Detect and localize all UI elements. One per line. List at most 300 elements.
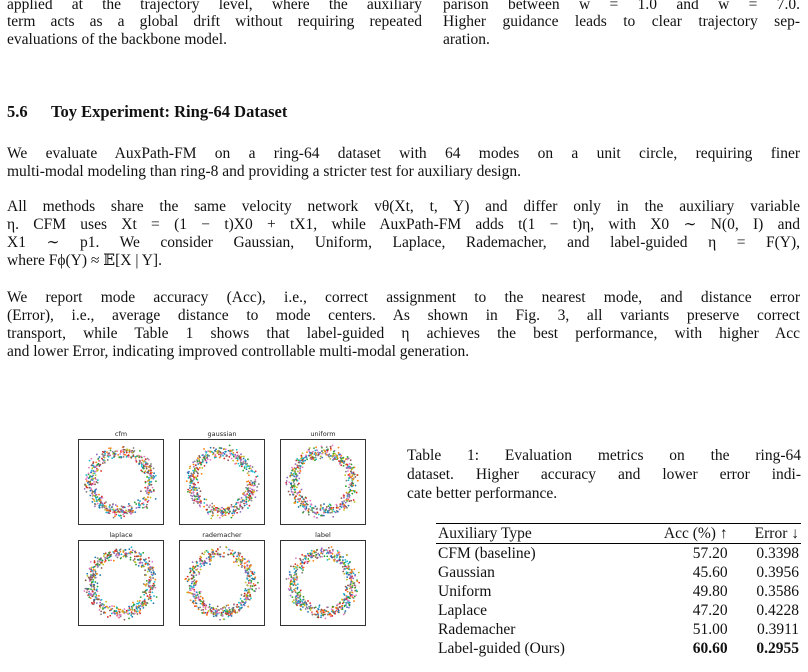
scatter-point xyxy=(313,551,315,553)
scatter-point xyxy=(198,572,200,574)
scatter-point xyxy=(311,555,313,557)
scatter-point xyxy=(239,554,241,556)
scatter-point xyxy=(286,480,288,482)
scatter-point xyxy=(321,612,323,614)
scatter-point xyxy=(152,577,154,579)
scatter-point xyxy=(299,499,301,501)
scatter-point xyxy=(145,458,147,460)
scatter-point xyxy=(199,560,201,562)
scatter-point xyxy=(197,594,199,596)
scatter-point xyxy=(110,559,112,561)
scatter-point xyxy=(131,508,133,510)
scatter-point xyxy=(192,561,194,563)
scatter-point xyxy=(238,565,240,567)
scatter-point xyxy=(231,458,233,460)
cell-type: Label-guided (Ours) xyxy=(438,640,565,657)
scatter-point xyxy=(150,467,152,469)
scatter-point xyxy=(148,585,150,587)
scatter-point xyxy=(297,587,299,589)
scatter-point xyxy=(193,464,195,466)
section-number: 5.6 xyxy=(7,102,28,121)
scatter-point xyxy=(342,602,344,604)
scatter-point xyxy=(195,488,197,490)
scatter-point xyxy=(120,511,122,513)
scatter-point xyxy=(342,571,344,573)
scatter-point xyxy=(124,507,126,509)
scatter-point xyxy=(147,458,149,460)
scatter-point xyxy=(137,499,139,501)
scatter-point xyxy=(303,603,305,605)
scatter-point xyxy=(249,495,251,497)
scatter-point xyxy=(223,508,225,510)
scatter-point xyxy=(316,508,318,510)
scatter-point xyxy=(146,487,148,489)
scatter-point xyxy=(97,469,99,471)
scatter-point xyxy=(85,579,87,581)
scatter-point xyxy=(193,466,195,468)
scatter-point xyxy=(145,462,147,464)
scatter-point xyxy=(251,500,253,502)
scatter-point xyxy=(202,598,204,600)
scatter-point xyxy=(91,468,93,470)
scatter-point xyxy=(344,568,346,570)
scatter-point xyxy=(309,560,311,562)
scatter-point xyxy=(137,610,139,612)
scatter-point xyxy=(119,551,121,553)
scatter-point xyxy=(90,561,92,563)
scatter-point xyxy=(111,605,113,607)
scatter-point xyxy=(286,477,288,479)
scatter-point xyxy=(350,490,352,492)
scatter-point xyxy=(346,576,348,578)
scatter-point xyxy=(142,498,144,500)
scatter-point xyxy=(255,496,257,498)
scatter-point xyxy=(245,498,247,500)
scatter-point xyxy=(246,466,248,468)
scatter-point xyxy=(201,609,203,611)
scatter-point xyxy=(222,455,224,457)
scatter-point xyxy=(241,556,243,558)
scatter-point xyxy=(117,454,119,456)
scatter-point xyxy=(152,487,154,489)
scatter-point xyxy=(332,507,334,509)
scatter-point xyxy=(213,505,215,507)
scatter-point xyxy=(300,604,302,606)
scatter-point xyxy=(215,611,217,613)
metrics-table xyxy=(436,523,801,658)
scatter-point xyxy=(246,594,248,596)
scatter-point xyxy=(101,496,103,498)
scatter-point xyxy=(191,583,193,585)
scatter-point xyxy=(323,614,325,616)
scatter-point xyxy=(92,579,94,581)
scatter-point xyxy=(329,613,331,615)
scatter-point xyxy=(234,609,236,611)
scatter-point xyxy=(206,456,208,458)
top-left-line-1: applied at the trajectory level, where the auxiliary xyxy=(7,0,422,13)
scatter-point xyxy=(236,460,238,462)
cell-error: 0.3911 xyxy=(756,621,799,638)
scatter-point xyxy=(223,448,225,450)
scatter-point xyxy=(331,608,333,610)
scatter-point xyxy=(291,470,293,472)
scatter-point xyxy=(236,512,238,514)
cell-error: 0.4228 xyxy=(756,602,799,619)
scatter-point xyxy=(290,482,292,484)
scatter-point xyxy=(289,475,291,477)
scatter-point xyxy=(300,589,302,591)
scatter-point xyxy=(138,606,140,608)
scatter-point xyxy=(256,486,258,488)
scatter-point xyxy=(339,508,341,510)
scatter-point xyxy=(123,550,125,552)
scatter-point xyxy=(194,579,196,581)
scatter-point xyxy=(336,456,338,458)
scatter-point xyxy=(233,604,235,606)
scatter-point xyxy=(235,455,237,457)
scatter-point xyxy=(252,466,254,468)
scatter-point xyxy=(342,460,344,462)
scatter-point xyxy=(250,468,252,470)
scatter-point xyxy=(100,504,102,506)
scatter-point xyxy=(221,612,223,614)
scatter-point xyxy=(235,560,237,562)
scatter-point xyxy=(340,464,342,466)
scatter-point xyxy=(122,609,124,611)
scatter-point xyxy=(193,472,195,474)
scatter-point xyxy=(115,550,117,552)
scatter-point xyxy=(248,474,250,476)
scatter-point xyxy=(237,499,239,501)
scatter-point xyxy=(346,459,348,461)
scatter-point xyxy=(200,490,202,492)
scatter-point xyxy=(315,458,317,460)
scatter-point xyxy=(148,477,150,479)
scatter-point xyxy=(98,595,100,597)
scatter-point xyxy=(155,475,157,477)
scatter-point xyxy=(309,555,311,557)
scatter-point xyxy=(307,611,309,613)
scatter-point xyxy=(193,586,195,588)
scatter-point xyxy=(293,566,295,568)
scatter-point xyxy=(199,498,201,500)
scatter-point xyxy=(150,571,152,573)
scatter-point xyxy=(245,503,247,505)
scatter-point xyxy=(330,447,332,449)
scatter-point xyxy=(105,560,107,562)
scatter-point xyxy=(87,482,89,484)
scatter-point xyxy=(326,451,328,453)
scatter-point xyxy=(294,579,296,581)
scatter-point xyxy=(336,553,338,555)
scatter-point xyxy=(315,453,317,455)
scatter-point xyxy=(146,476,148,478)
scatter-point xyxy=(139,450,141,452)
scatter-point xyxy=(104,509,106,511)
scatter-point xyxy=(202,563,204,565)
scatter-point xyxy=(305,456,307,458)
scatter-point xyxy=(150,596,152,598)
scatter-point xyxy=(241,594,243,596)
scatter-point xyxy=(141,606,143,608)
scatter-point xyxy=(244,563,246,565)
scatter-point xyxy=(136,603,138,605)
scatter-point xyxy=(150,484,152,486)
scatter-point xyxy=(97,557,99,559)
scatter-point xyxy=(250,480,252,482)
scatter-point xyxy=(300,559,302,561)
scatter-point xyxy=(330,555,332,557)
scatter-point xyxy=(251,471,253,473)
scatter-point xyxy=(219,619,221,621)
scatter-point xyxy=(325,618,327,620)
scatter-point xyxy=(83,590,85,592)
scatter-point xyxy=(212,514,214,516)
scatter-point xyxy=(108,559,110,561)
scatter-point xyxy=(239,465,241,467)
scatter-point xyxy=(312,560,314,562)
scatter-point xyxy=(124,454,126,456)
scatter-point xyxy=(307,558,309,560)
panel-title: uniform xyxy=(310,430,336,438)
scatter-point xyxy=(144,563,146,565)
scatter-point xyxy=(296,575,298,577)
scatter-point xyxy=(92,475,94,477)
scatter-point xyxy=(229,549,231,551)
scatter-point xyxy=(242,601,244,603)
scatter-plot xyxy=(280,439,366,525)
scatter-point xyxy=(102,454,104,456)
scatter-point xyxy=(343,509,345,511)
scatter-point xyxy=(255,588,257,590)
scatter-point xyxy=(200,464,202,466)
scatter-point xyxy=(205,606,207,608)
scatter-point xyxy=(131,607,133,609)
scatter-point xyxy=(148,557,150,559)
scatter-point xyxy=(225,451,227,453)
scatter-point xyxy=(312,614,314,616)
scatter-point xyxy=(115,555,117,557)
scatter-point xyxy=(337,550,339,552)
scatter-point xyxy=(249,482,251,484)
scatter-point xyxy=(135,503,137,505)
scatter-point xyxy=(91,570,93,572)
scatter-point xyxy=(313,516,315,518)
scatter-point xyxy=(193,601,195,603)
scatter-point xyxy=(197,565,199,567)
scatter-point xyxy=(118,617,120,619)
scatter-point xyxy=(356,474,358,476)
scatter-point xyxy=(94,503,96,505)
table-caption-line-1: Table 1: Evaluation metrics on the ring-64 xyxy=(407,447,801,464)
scatter-point xyxy=(150,588,152,590)
scatter-point xyxy=(99,564,101,566)
scatter-point xyxy=(154,579,156,581)
scatter-point xyxy=(197,463,199,465)
scatter-point xyxy=(240,501,242,503)
scatter-point xyxy=(351,472,353,474)
scatter-point xyxy=(295,463,297,465)
scatter-point xyxy=(200,569,202,571)
scatter-point xyxy=(94,483,96,485)
scatter-point xyxy=(317,451,319,453)
scatter-point xyxy=(194,476,196,478)
scatter-point xyxy=(197,496,199,498)
scatter-point xyxy=(96,590,98,592)
scatter-point xyxy=(139,562,141,564)
scatter-point xyxy=(318,609,320,611)
scatter-point xyxy=(134,456,136,458)
scatter-point xyxy=(354,587,356,589)
table-caption-line-2: dataset. Higher accuracy and lower error indi- xyxy=(407,466,801,483)
scatter-point xyxy=(250,587,252,589)
scatter-point xyxy=(217,552,219,554)
scatter-point xyxy=(299,461,301,463)
scatter-point xyxy=(346,606,348,608)
scatter-point xyxy=(107,459,109,461)
scatter-point xyxy=(353,499,355,501)
scatter-point xyxy=(343,497,345,499)
scatter-point xyxy=(338,610,340,612)
scatter-point xyxy=(223,606,225,608)
scatter-point xyxy=(151,567,153,569)
scatter-plot xyxy=(280,540,366,626)
scatter-point xyxy=(295,460,297,462)
scatter-point xyxy=(111,457,113,459)
scatter-point xyxy=(134,551,136,553)
scatter-point xyxy=(328,508,330,510)
scatter-point xyxy=(109,606,111,608)
scatter-point xyxy=(151,574,153,576)
scatter-point xyxy=(308,514,310,516)
scatter-point xyxy=(94,500,96,502)
scatter-point xyxy=(248,480,250,482)
scatter-point xyxy=(149,590,151,592)
scatter-point xyxy=(288,588,290,590)
scatter-point xyxy=(206,462,208,464)
scatter-point xyxy=(302,569,304,571)
scatter-point xyxy=(252,494,254,496)
scatter-point xyxy=(153,571,155,573)
scatter-point xyxy=(212,608,214,610)
scatter-point xyxy=(224,453,226,455)
scatter-point xyxy=(90,483,92,485)
scatter-point xyxy=(300,455,302,457)
scatter-point xyxy=(325,511,327,513)
scatter-point xyxy=(245,491,247,493)
scatter-point xyxy=(223,458,225,460)
para1-line-1: We evaluate AuxPath-FM on a ring-64 dataset with 64 modes on a unit circle, requiring finer xyxy=(7,145,800,162)
scatter-point xyxy=(315,446,317,448)
scatter-point xyxy=(301,458,303,460)
scatter-point xyxy=(345,485,347,487)
scatter-point xyxy=(118,514,120,516)
scatter-point xyxy=(214,450,216,452)
scatter-point xyxy=(330,446,332,448)
scatter-point xyxy=(217,605,219,607)
scatter-point xyxy=(258,587,260,589)
scatter-point xyxy=(143,456,145,458)
scatter-point xyxy=(346,507,348,509)
scatter-point xyxy=(188,477,190,479)
scatter-point xyxy=(291,485,293,487)
scatter-point xyxy=(140,456,142,458)
scatter-point xyxy=(306,451,308,453)
scatter-point xyxy=(353,568,355,570)
scatter-point xyxy=(229,511,231,513)
scatter-point xyxy=(93,603,95,605)
scatter-point xyxy=(95,594,97,596)
scatter-point xyxy=(346,566,348,568)
scatter-point xyxy=(320,506,322,508)
scatter-point xyxy=(348,466,350,468)
scatter-point xyxy=(352,467,354,469)
scatter-point xyxy=(141,566,143,568)
scatter-point xyxy=(320,504,322,506)
scatter-point xyxy=(304,460,306,462)
scatter-point xyxy=(117,508,119,510)
scatter-point xyxy=(101,560,103,562)
scatter-point xyxy=(147,463,149,465)
scatter-point xyxy=(90,471,92,473)
scatter-point xyxy=(147,480,149,482)
scatter-point xyxy=(231,517,233,519)
scatter-point xyxy=(148,579,150,581)
scatter-point xyxy=(90,585,92,587)
scatter-point xyxy=(254,572,256,574)
scatter-point xyxy=(302,452,304,454)
scatter-point xyxy=(237,456,239,458)
scatter-point xyxy=(249,487,251,489)
scatter-point xyxy=(199,566,201,568)
scatter-point xyxy=(246,578,248,580)
scatter-point xyxy=(247,568,249,570)
scatter-point xyxy=(308,450,310,452)
scatter-point xyxy=(92,591,94,593)
scatter-point xyxy=(131,616,133,618)
scatter-point xyxy=(339,457,341,459)
scatter-point xyxy=(241,464,243,466)
scatter-point xyxy=(146,492,148,494)
scatter-point xyxy=(150,491,152,493)
scatter-point xyxy=(290,587,292,589)
scatter-point xyxy=(132,613,134,615)
scatter-point xyxy=(155,498,157,500)
scatter-point xyxy=(232,452,234,454)
scatter-point xyxy=(144,487,146,489)
scatter-point xyxy=(248,471,250,473)
scatter-point xyxy=(93,481,95,483)
scatter-point xyxy=(192,567,194,569)
scatter-point xyxy=(212,556,214,558)
scatter-point xyxy=(295,477,297,479)
scatter-point xyxy=(96,573,98,575)
scatter-point xyxy=(130,559,132,561)
scatter-point xyxy=(236,559,238,561)
scatter-point xyxy=(249,599,251,601)
scatter-point xyxy=(313,447,315,449)
scatter-point xyxy=(348,474,350,476)
scatter-point xyxy=(228,456,230,458)
scatter-point xyxy=(232,460,234,462)
scatter-point xyxy=(322,508,324,510)
scatter-point xyxy=(106,558,108,560)
scatter-point xyxy=(97,503,99,505)
scatter-point xyxy=(202,454,204,456)
scatter-point xyxy=(205,452,207,454)
scatter-point xyxy=(146,583,148,585)
scatter-point xyxy=(318,514,320,516)
